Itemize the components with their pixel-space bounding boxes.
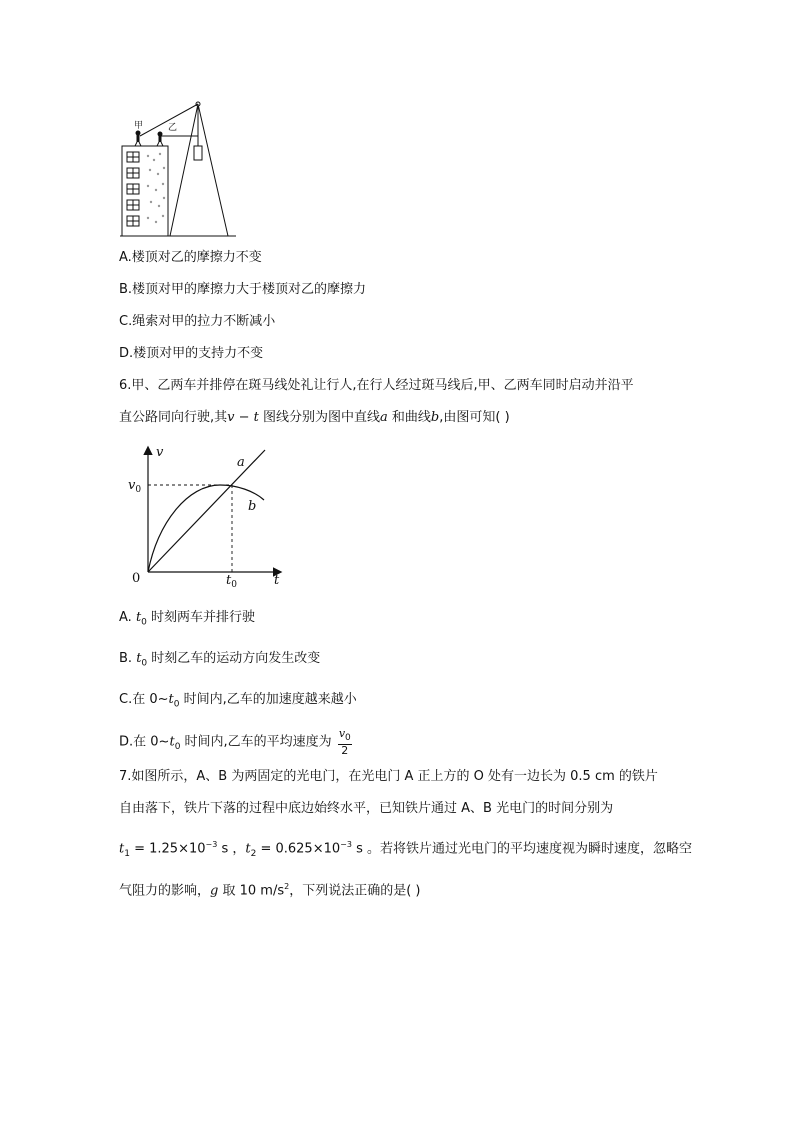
v0-label: $v_0$ <box>128 478 142 495</box>
building <box>122 146 168 236</box>
q6-stem-line2: 直公路同向行驶,其v − t 图线分别为图中直线a 和曲线b,由图可知( ) <box>119 410 510 425</box>
vt-graph <box>122 442 292 590</box>
q6-option-a: A. $t_0$ 时刻两车并排行驶 <box>119 610 256 628</box>
line-a-label: a <box>237 455 245 470</box>
q7-stem-line4: 气阻力的影响，g 取 10 $m/s^2$，下列说法正确的是( ) <box>119 882 421 899</box>
q7-stem-line3: $t_1 = 1.25\times 10^{-3}$ s ，$t_2 = 0.625\times 10^{-3}$ s 。若将铁片通过光电门的平均速度视为瞬时速度，忽略空 <box>119 840 692 859</box>
curve-b-label: b <box>248 499 257 514</box>
q7-stem-line2: 自由落下，铁片下落的过程中底边始终水平，已知铁片通过 A、B 光电门的时间分别为 <box>119 801 614 816</box>
curve-b <box>148 485 264 572</box>
person-yi-icon <box>157 132 163 147</box>
person-jia-icon <box>135 131 141 147</box>
q7-stem-line1: 7.如图所示，A、B 为两固定的光电门，在光电门 A 正上方的 O 处有一边长为 0.5 cm 的铁片 <box>119 769 658 784</box>
rope-frame-figure <box>118 98 238 238</box>
q5-option-a: A.楼顶对乙的摩擦力不变 <box>119 250 262 265</box>
q5-option-b: B.楼顶对甲的摩擦力大于楼顶对乙的摩擦力 <box>119 282 367 297</box>
x-axis-label: t <box>274 573 280 588</box>
y-axis-label: v <box>156 445 164 460</box>
q5-option-c: C.绳索对甲的拉力不断减小 <box>119 314 276 329</box>
average-velocity-fraction: $\frac{v_0}{2}$ <box>338 727 351 758</box>
label-yi: 乙 <box>168 123 178 133</box>
q6-option-b: B. $t_0$ 时刻乙车的运动方向发生改变 <box>119 651 321 669</box>
q6-stem-line1: 6.甲、乙两车并排停在斑马线处礼让行人,在行人经过斑马线后,甲、乙两车同时启动并沿平 <box>119 378 634 393</box>
q6-option-d: D.在 $0\sim t_0$ 时间内,乙车的平均速度为 $\frac{v_0}{2}$ <box>119 727 351 758</box>
q5-option-d: D.楼顶对甲的支持力不变 <box>119 346 264 361</box>
origin-label: 0 <box>132 571 141 586</box>
label-jia: 甲 <box>134 121 144 131</box>
t0-label: $t_0$ <box>226 573 237 590</box>
q6-option-c: C.在 $0\sim t_0$ 时间内,乙车的加速度越来越小 <box>119 692 357 710</box>
hanging-object <box>194 146 202 160</box>
